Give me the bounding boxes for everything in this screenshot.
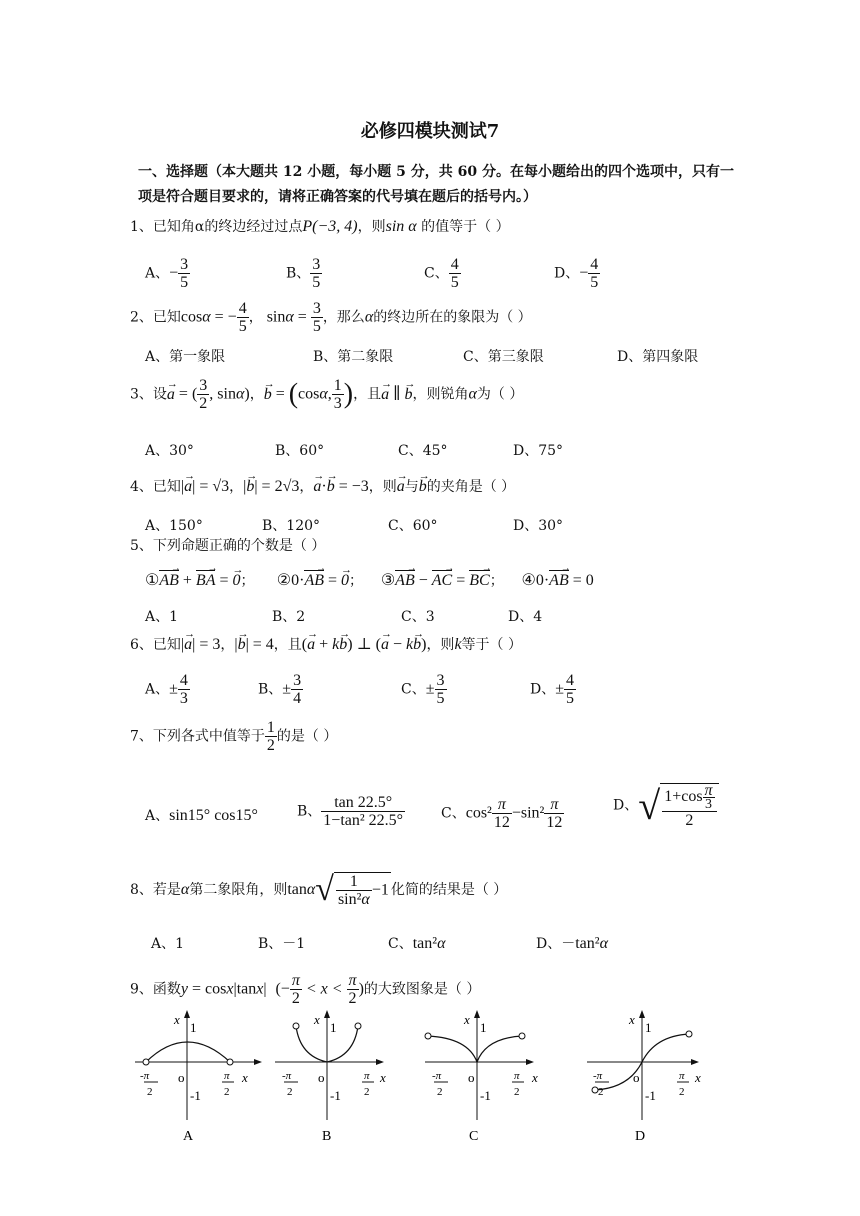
q4-option-c: C、60° (388, 518, 438, 534)
q6-option-a: A、± $\frac{4}{3}$ (145, 672, 188, 707)
question-1: 1、已知角α的终边经过过点P(−3, 4)，则sin α 的值等于（ ） (130, 218, 510, 235)
q8-option-b: B、－1 (258, 936, 306, 952)
svg-text:2: 2 (364, 1086, 370, 1098)
q6-option-b: B、± $\frac{3}{4}$ (258, 672, 302, 707)
graph-d (587, 1010, 701, 1144)
question-4: 4、已知|→ a| = √3，|→ b| = 2√3，→ a·→ b = −3，则→ a与→ b的夹角是（ ） (130, 478, 515, 496)
svg-text:x: x (629, 1012, 635, 1027)
q1-option-b: B、 $\frac{3}{5}$ (286, 256, 321, 291)
section-heading: 一、选择题（本大题共 12 小题，每小题 5 分，共 60 分。在每小题给出的四个选项中，只有一项是符合题目要求的，请将正确答案的代号填在题后的括号内。） (138, 164, 734, 205)
graph-c-label: C (469, 1129, 479, 1144)
q5-option-c: C、3 (401, 609, 435, 625)
q3-option-a: A、30° (145, 443, 194, 459)
svg-text:x: x (242, 1070, 248, 1085)
graph-d-label: D (635, 1129, 646, 1144)
svg-text:-π: -π (282, 1070, 292, 1082)
q5-statements: ①AB → + BA → = → 0； ②0·AB → = → 0； ③AB → − AC → = BC →； ④0·AB → = 0 (145, 570, 594, 590)
question-6: 6、已知|→ a| = 3，|→ b| = 4，且(→ a + k→ b) ⊥ (→ a − k→ b)，则k等于（ ） (130, 636, 522, 654)
q6-option-d: D、± $\frac{4}{5}$ (530, 672, 575, 707)
graph-b-label: B (322, 1129, 332, 1144)
q2-option-d: D、第四象限 (617, 349, 699, 365)
svg-text:2: 2 (514, 1086, 520, 1098)
question-7: 7、下列各式中值等于 $\frac{1}{2}$ 的是（ ） (130, 719, 338, 754)
svg-text:π: π (364, 1070, 370, 1082)
svg-text:π: π (679, 1070, 685, 1082)
svg-text:2: 2 (147, 1086, 153, 1098)
svg-text:1: 1 (645, 1020, 652, 1035)
svg-text:x: x (464, 1012, 470, 1027)
q9-graphs (130, 1010, 730, 1160)
svg-text:-π: -π (140, 1070, 150, 1082)
svg-text:1: 1 (330, 1020, 337, 1035)
graph-b (275, 1010, 386, 1144)
svg-text:x: x (695, 1070, 701, 1085)
q5-option-b: B、2 (272, 609, 306, 625)
svg-text:2: 2 (679, 1086, 685, 1098)
q8-option-a: A、1 (151, 936, 185, 952)
question-5: 5、下列命题正确的个数是（ ） (130, 538, 326, 554)
question-3: 3、设→ a = ( $\frac{3}{2}$ , sinα)，→ b = (cosα, $\frac{1}{3}$ )，且→ a ∥ → b，则锐角α为（ ） (130, 377, 523, 412)
page-title: 必修四模块测试7 (360, 121, 500, 142)
q3-option-d: D、75° (513, 443, 564, 459)
q1-option-d: D、− $\frac{4}{5}$ (554, 256, 599, 291)
svg-text:o: o (633, 1070, 640, 1085)
svg-text:1: 1 (190, 1020, 197, 1035)
svg-text:-1: -1 (480, 1088, 491, 1103)
q7-option-a: A、sin15° cos15° (145, 807, 258, 824)
q3-option-b: B、60° (275, 443, 325, 459)
svg-text:2: 2 (598, 1086, 604, 1098)
q4-option-d: D、30° (513, 518, 564, 534)
svg-text:x: x (532, 1070, 538, 1085)
svg-text:x: x (314, 1012, 320, 1027)
svg-text:-1: -1 (645, 1088, 656, 1103)
svg-text:1: 1 (480, 1020, 487, 1035)
q8-option-d: D、－tan²α (536, 935, 608, 952)
svg-text:x: x (380, 1070, 386, 1085)
svg-text:2: 2 (437, 1086, 443, 1098)
q6-option-c: C、± $\frac{3}{5}$ (401, 672, 445, 707)
svg-text:-π: -π (432, 1070, 442, 1082)
svg-text:2: 2 (287, 1086, 293, 1098)
q8-option-c: C、tan²α (388, 935, 446, 952)
q1-option-c: C、 $\frac{4}{5}$ (424, 256, 459, 291)
q2-option-a: A、第一象限 (145, 349, 226, 365)
q4-option-a: A、150° (145, 518, 203, 534)
question-8: 8、若是α第二象限角，则tanα√ $\frac{1}{\text{sin²α}}$ −1 化简的结果是（ ） (130, 871, 508, 908)
graph-c (425, 1010, 538, 1144)
graph-a-label: A (183, 1129, 194, 1144)
q4-option-b: B、120° (262, 518, 321, 534)
q7-option-d: D、√ 1+cos $\frac{\pi}{3}$ 2 (613, 782, 719, 829)
q2-option-b: B、第二象限 (313, 349, 394, 365)
graph-a (135, 1010, 262, 1144)
svg-text:-1: -1 (330, 1088, 341, 1103)
svg-text:2: 2 (224, 1086, 230, 1098)
q7-option-b: B、 $\frac{\tan 22.5^\circ}{\text{1−tan² 22.5°}}$ (297, 794, 404, 829)
svg-text:π: π (224, 1070, 230, 1082)
svg-text:π: π (514, 1070, 520, 1082)
q5-option-a: A、1 (145, 609, 179, 625)
svg-text:o: o (178, 1070, 185, 1085)
svg-text:o: o (468, 1070, 475, 1085)
svg-text:o: o (318, 1070, 325, 1085)
svg-text:-1: -1 (190, 1088, 201, 1103)
svg-text:x: x (174, 1012, 180, 1027)
q7-option-c: C、cos² $\frac{\pi}{12}$ −sin² $\frac{\pi}{12}$ (441, 796, 563, 831)
question-2: 2、已知cosα = − $\frac{4}{5}$ ， sinα = $\frac{3}{5}$ ，那么α的终边所在的象限为（ ） (130, 300, 532, 335)
q5-option-d: D、4 (508, 609, 543, 625)
q1-option-a: A、− $\frac{3}{5}$ (145, 256, 189, 291)
svg-text:-π: -π (593, 1070, 603, 1082)
q3-option-c: C、45° (398, 443, 448, 459)
question-9: 9、函数y = cosx|tanx| (− $\frac{\pi}{2}$ < x < $\frac{\pi}{2}$ )的大致图象是（ ） (130, 972, 481, 1007)
q2-option-c: C、第三象限 (463, 349, 544, 365)
